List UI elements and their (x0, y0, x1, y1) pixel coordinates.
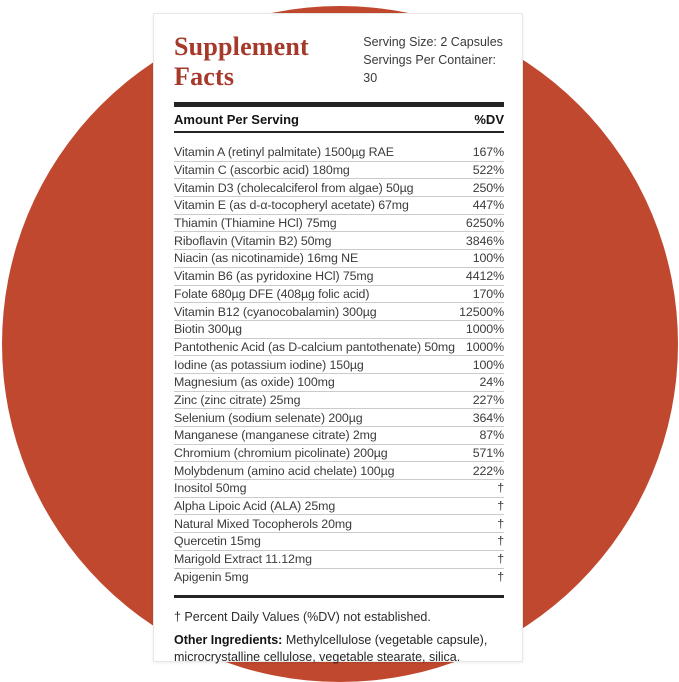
nutrient-dv-value: 522% (472, 163, 504, 178)
nutrient-name: Pantothenic Acid (as D-calcium pantothenate) 50mg (174, 339, 455, 354)
servings-per-container-text: Servings Per Container: 30 (363, 53, 496, 85)
nutrient-name: Inositol 50mg (174, 481, 247, 496)
nutrient-row (174, 303, 504, 321)
nutrient-name: Molybdenum (amino acid chelate) 100µg (174, 463, 395, 478)
nutrient-name: Folate 680µg DFE (408µg folic acid) (174, 286, 370, 301)
nutrient-dv-value: † (497, 499, 504, 514)
nutrient-dv-value: 3846% (465, 233, 504, 248)
nutrient-row (174, 339, 504, 357)
dv-footnote: † Percent Daily Values (%DV) not established. (174, 610, 431, 625)
nutrient-dv-value: 87% (479, 428, 504, 443)
nutrient-table (174, 133, 504, 595)
nutrient-name: Vitamin C (ascorbic acid) 180mg (174, 163, 350, 178)
nutrient-dv-value: † (497, 516, 504, 531)
nutrient-row (174, 232, 504, 250)
nutrient-row (174, 480, 504, 498)
nutrient-name: Riboflavin (Vitamin B2) 50mg (174, 233, 332, 248)
nutrient-dv-value: 4412% (465, 269, 504, 284)
nutrient-name: Biotin 300µg (174, 322, 242, 337)
nutrient-name: Selenium (sodium selenate) 200µg (174, 410, 363, 425)
nutrient-dv-value: 227% (472, 392, 504, 407)
nutrient-row (174, 144, 504, 162)
nutrient-name: Marigold Extract 11.12mg (174, 552, 312, 567)
nutrient-row (174, 321, 504, 339)
serving-size-text: Serving Size: 2 Capsules (363, 35, 503, 49)
percent-dv-header: %DV (474, 112, 504, 127)
nutrient-row (174, 250, 504, 268)
nutrient-row (174, 569, 504, 587)
nutrient-name: Quercetin 15mg (174, 534, 261, 549)
nutrient-dv-value: 364% (472, 410, 504, 425)
nutrient-row (174, 392, 504, 410)
nutrient-dv-value: † (497, 534, 504, 549)
nutrient-row (174, 162, 504, 180)
nutrient-name: Vitamin B6 (as pyridoxine HCl) 75mg (174, 269, 374, 284)
nutrient-name: Vitamin D3 (cholecalciferol from algae) 50µg (174, 180, 414, 195)
nutrient-dv-value: 6250% (465, 216, 504, 231)
nutrient-row (174, 533, 504, 551)
nutrient-dv-value: † (497, 570, 504, 585)
nutrient-row (174, 356, 504, 374)
nutrient-name: Apigenin 5mg (174, 570, 249, 585)
nutrient-name: Natural Mixed Tocopherols 20mg (174, 516, 352, 531)
nutrient-name: Vitamin A (retinyl palmitate) 1500µg RAE (174, 145, 394, 160)
nutrient-dv-value: 222% (472, 463, 504, 478)
nutrient-row (174, 515, 504, 533)
nutrient-row (174, 268, 504, 286)
other-ingredients (174, 632, 504, 666)
nutrient-name: Vitamin E (as d-α-tocopheryl acetate) 67mg (174, 198, 409, 213)
nutrient-name: Niacin (as nicotinamide) 16mg NE (174, 251, 359, 266)
nutrient-dv-value: 1000% (465, 322, 504, 337)
nutrient-name: Alpha Lipoic Acid (ALA) 25mg (174, 499, 336, 514)
nutrient-row (174, 409, 504, 427)
nutrient-name: Zinc (zinc citrate) 25mg (174, 392, 301, 407)
nutrient-name: Manganese (manganese citrate) 2mg (174, 428, 377, 443)
amount-per-serving-header: Amount Per Serving (174, 112, 299, 127)
supplement-facts-panel (153, 13, 523, 665)
nutrient-row (174, 215, 504, 233)
nutrient-dv-value: † (497, 481, 504, 496)
nutrient-dv-value: 24% (479, 375, 504, 390)
nutrient-dv-value: † (497, 552, 504, 567)
other-ingredients-text: Methylcellulose (vegetable capsule), microcrystalline cellulose, vegetable stearate, silica. (174, 633, 488, 665)
other-ingredients-label: Other Ingredients: (174, 633, 283, 648)
nutrient-dv-value: 170% (472, 286, 504, 301)
nutrient-dv-value: 100% (472, 357, 504, 372)
nutrient-name: Iodine (as potassium iodine) 150µg (174, 357, 364, 372)
panel-title: Supplement Facts (174, 32, 309, 91)
nutrient-row (174, 427, 504, 445)
nutrient-row (174, 197, 504, 215)
nutrient-dv-value: 167% (472, 145, 504, 160)
table-bottom-rule (174, 595, 504, 598)
nutrient-dv-value: 1000% (465, 339, 504, 354)
nutrient-dv-value: 250% (472, 180, 504, 195)
nutrient-row (174, 551, 504, 569)
nutrient-row (174, 462, 504, 480)
nutrient-dv-value: 100% (472, 251, 504, 266)
nutrient-row (174, 286, 504, 304)
nutrient-name: Magnesium (as oxide) 100mg (174, 375, 335, 390)
column-header-row (174, 107, 504, 131)
nutrient-name: Vitamin B12 (cyanocobalamin) 300µg (174, 304, 377, 319)
nutrient-row (174, 498, 504, 516)
nutrient-row (174, 374, 504, 392)
panel-header (174, 32, 504, 92)
nutrient-dv-value: 12500% (459, 304, 504, 319)
nutrient-row (174, 445, 504, 463)
serving-info (363, 32, 504, 87)
nutrient-dv-value: 571% (472, 446, 504, 461)
nutrient-name: Thiamin (Thiamine HCl) 75mg (174, 216, 337, 231)
nutrient-name: Chromium (chromium picolinate) 200µg (174, 446, 388, 461)
nutrient-dv-value: 447% (472, 198, 504, 213)
nutrient-row (174, 179, 504, 197)
